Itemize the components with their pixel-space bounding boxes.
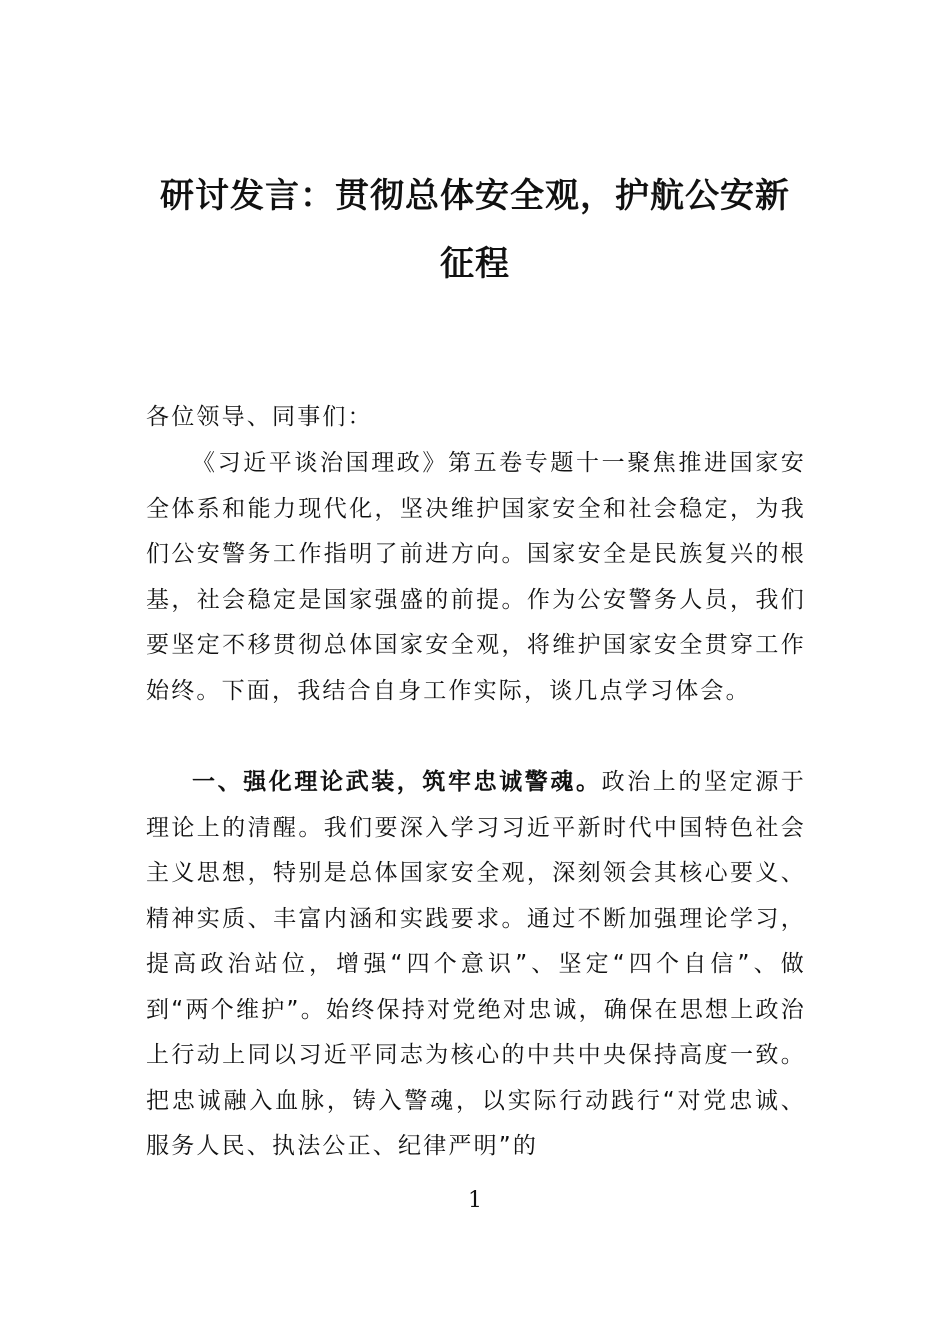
section-1-body: 政治上的坚定源于理论上的清醒。我们要深入学习习近平新时代中国特色社会主义思想，特别是总体国家安全观，深刻领会其核心要义、精神实质、丰富内涵和实践要求。通过不断加强理论学习，提高政治站位，增强“四个意识”、坚定“四个自信”、做到“两个维护”。始终保持对党绝对忠诚，确保在思想上政治上行动上同以习近平同志为核心的中共中央保持高度一致。把忠诚融入血脉，铸入警魂，以实际行动践行“对党忠诚、服务人民、执法公正、纪律严明”的 — [146, 769, 806, 1159]
section-1-heading: 一、强化理论武装，筑牢忠诚警魂。 — [192, 769, 602, 795]
intro-paragraph: 《习近平谈治国理政》第五卷专题十一聚焦推进国家安全体系和能力现代化，坚决维护国家安全和社会稳定，为我们公安警务工作指明了前进方向。国家安全是民族复兴的根基，社会稳定是国家强盛的前提。作为公安警务人员，我们要坚定不移贯彻总体国家安全观，将维护国家安全贯穿工作始终。下面，我结合自身工作实际，谈几点学习体会。 — [146, 450, 806, 704]
greeting: 各位领导、同事们： — [146, 404, 373, 430]
document-title-line-2: 征程 — [440, 244, 510, 284]
document-title-line-1: 研讨发言：贯彻总体安全观，护航公安新 — [160, 176, 790, 216]
page-number: 1 — [468, 1188, 482, 1213]
section-1-paragraph — [146, 760, 806, 1170]
